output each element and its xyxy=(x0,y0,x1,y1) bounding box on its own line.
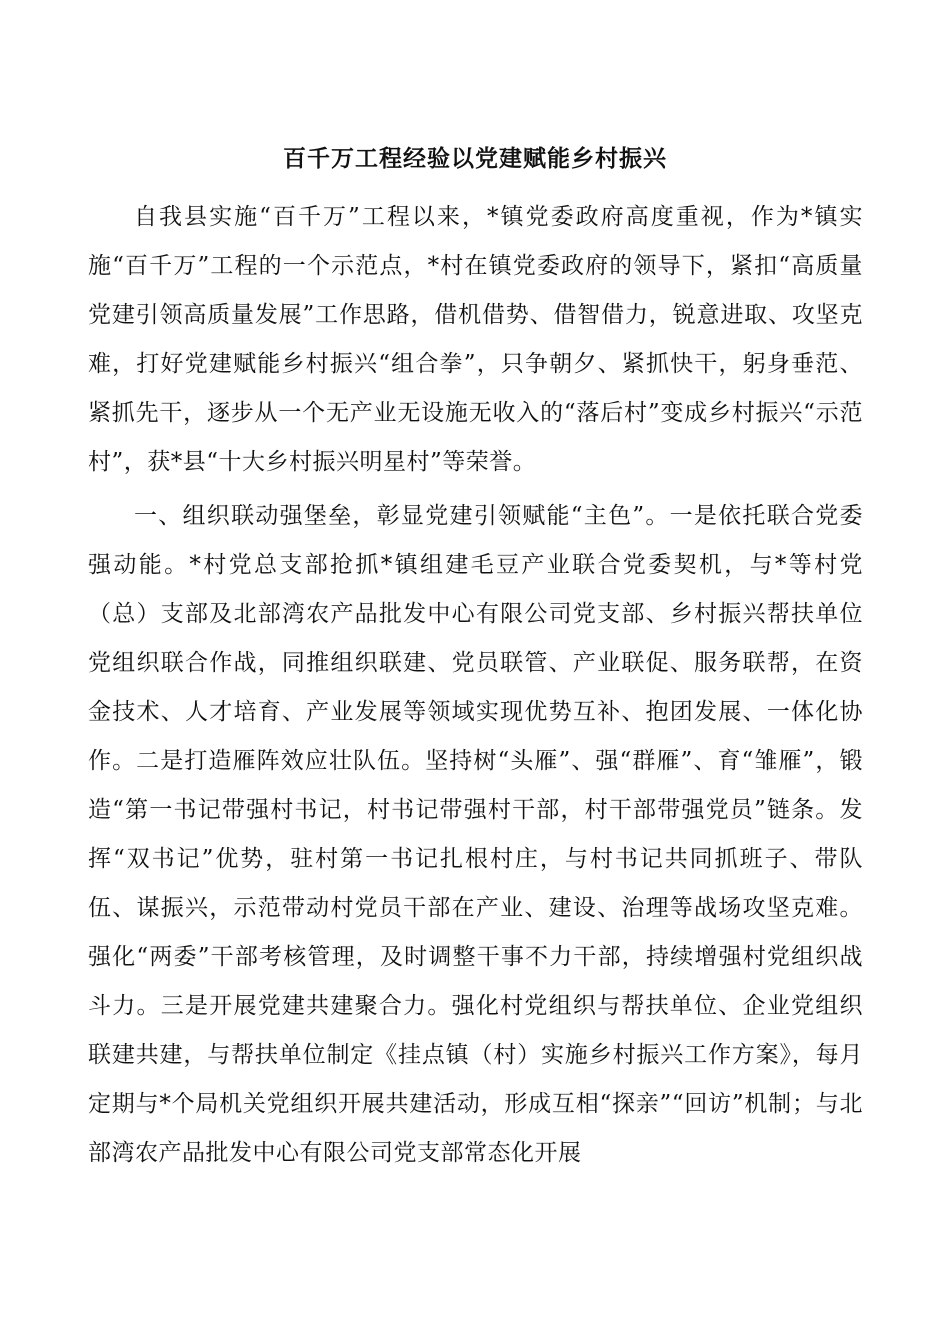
paragraph-section-one: 一、组织联动强堡垒，彰显党建引领赋能“主色”。一是依托联合党委强动能。*村党总支部抢抓*镇组建毛豆产业联合党委契机，与*等村党（总）支部及北部湾农产品批发中心有限公司党支部、乡村振兴帮扶单位党组织联合作战，同推组织联建、党员联管、产业联促、服务联帮，在资金技术、人才培育、产业发展等领域实现优势互补、抱团发展、一体化协作。二是打造雁阵效应壮队伍。坚持树“头雁”、强“群雁”、育“雏雁”，锻造“第一书记带强村书记，村书记带强村干部，村干部带强党员”链条。发挥“双书记”优势，驻村第一书记扎根村庄，与村书记共同抓班子、带队伍、谋振兴，示范带动村党员干部在产业、建设、治理等战场攻坚克难。强化“两委”干部考核管理，及时调整干事不力干部，持续增强村党组织战斗力。三是开展党建共建聚合力。强化村党组织与帮扶单位、企业党组织联建共建，与帮扶单位制定《挂点镇（村）实施乡村振兴工作方案》，每月定期与*个局机关党组织开展共建活动，形成互相“探亲”“回访”机制；与北部湾农产品批发中心有限公司党支部常态化开展 xyxy=(88,503,863,1166)
document-body xyxy=(88,193,863,1178)
paragraph-intro: 自我县实施“百千万”工程以来，*镇党委政府高度重视，作为*镇实施“百千万”工程的一个示范点，*村在镇党委政府的领导下，紧扣“高质量党建引领高质量发展”工作思路，借机借势、借智借力，锐意进取、攻坚克难，打好党建赋能乡村振兴“组合拳”，只争朝夕、紧抓快干，躬身垂范、紧抓先干，逐步从一个无产业无设施无收入的“落后村”变成乡村振兴“示范村”，获*县“十大乡村振兴明星村”等荣誉。 xyxy=(88,204,863,475)
document-title: 百千万工程经验以党建赋能乡村振兴 xyxy=(283,145,667,172)
